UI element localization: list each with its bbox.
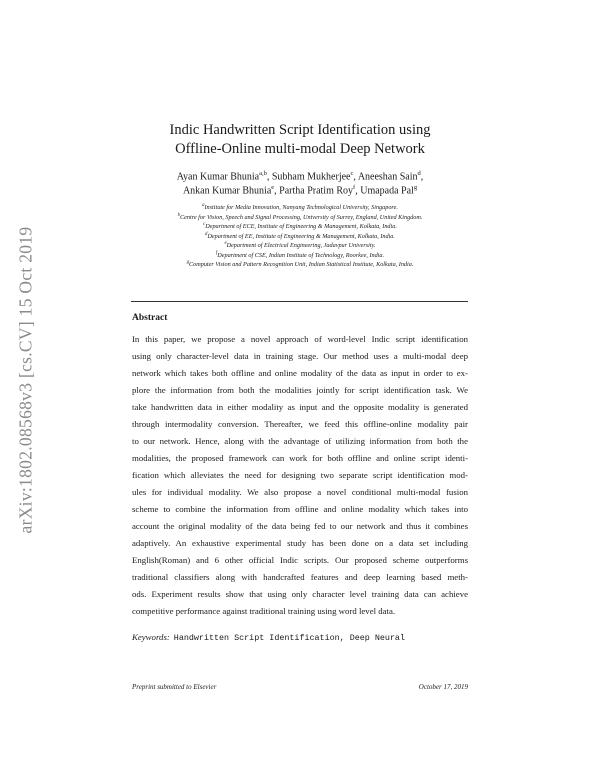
author-name: Umapada Pal bbox=[360, 185, 414, 197]
abstract-line: scheme to combine the information from offline and online modality which takes into bbox=[132, 504, 468, 514]
keywords-text: Handwritten Script Identification, Deep Neural bbox=[173, 633, 405, 643]
preprint-note: Preprint submitted to Elsevier bbox=[132, 683, 217, 691]
affiliation: $^a$Institute for Media Innovation, Nanyang Technological University, Singapore. bbox=[202, 203, 398, 212]
paper-title-line-2: Offline-Online multi-modal Deep Network bbox=[175, 141, 425, 157]
affiliation: $^f$Department of CSE, Indian Institute of Technology, Roorkee, India. bbox=[215, 250, 385, 259]
abstract-line: network which takes both offline and online modality of the data as input in order to ex- bbox=[132, 368, 468, 378]
author-name: Ayan Kumar Bhunia bbox=[176, 171, 260, 183]
author-affil-mark: c bbox=[350, 170, 354, 177]
author-affil-mark: e bbox=[271, 184, 275, 191]
abstract-line: adaptively. An exhaustive experimental study has been done on a data set including bbox=[132, 538, 468, 548]
abstract-line: competitive performance against traditional training using word level data. bbox=[132, 606, 396, 616]
author-name: Subham Mukherjee bbox=[271, 171, 351, 183]
affiliation: $^g$Computer Vision and Pattern Recognition Unit, Indian Statistical Institute, Kolkata, India. bbox=[186, 260, 414, 269]
abstract-line: account the original modality of the data being fed to our network and thus it combines bbox=[132, 521, 468, 531]
abstract-top-rule bbox=[131, 301, 468, 302]
abstract-line: ods. Experiment results show that using only character level training data can achieve bbox=[132, 589, 468, 599]
affiliation: $^c$Department of ECE, Institute of Engineering & Management, Kolkata, India. bbox=[203, 222, 397, 231]
abstract-line: through intermodality conversion. Thereafter, we feed this offline-online modality pair bbox=[132, 419, 468, 429]
abstract-line: to our network. Hence, along with the advantage of utilizing information from both the bbox=[132, 436, 468, 446]
preprint-date: October 17, 2019 bbox=[418, 683, 468, 691]
abstract-line: take handwritten data in either modality as input and the opposite modality is generated bbox=[132, 402, 468, 412]
author-line-2: Ankan Kumar Bhunia$^e$, Partha Pratim Roy$^f$, Umapada Pal$^g$ bbox=[182, 184, 418, 197]
author-affil-mark: d bbox=[417, 170, 421, 177]
author-affil-mark: a,b bbox=[259, 170, 267, 177]
author-affil-mark: f bbox=[353, 184, 356, 191]
abstract-line: In this paper, we propose a novel approach of word-level Indic script identification bbox=[132, 334, 468, 344]
abstract-line: English(Roman) and 6 other official Indic scripts. Our proposed scheme outperforms bbox=[132, 555, 468, 565]
author-name: Aneeshan Sain bbox=[357, 171, 418, 183]
abstract-line: modalities, the proposed framework can work for both offline and online script identi- bbox=[132, 453, 468, 463]
abstract-line: ules for individual modality. We also propose a novel conditional multi-modal fusion bbox=[132, 487, 468, 497]
paper-title-line-1: Indic Handwritten Script Identification using bbox=[169, 122, 431, 138]
arxiv-sidebar-stamp bbox=[14, 210, 38, 550]
author-name: Partha Pratim Roy bbox=[279, 185, 354, 197]
arxiv-id: arXiv:1802.08568v3 [cs.CV] 15 Oct 2019 bbox=[15, 226, 36, 534]
keywords bbox=[132, 632, 405, 643]
abstract-line: fication which alleviates the need for designing two separate script identification mod- bbox=[132, 470, 468, 480]
author-line-1: Ayan Kumar Bhunia$^{a,b}$, Subham Mukherjee$^c$, Aneeshan Sain$^d$, bbox=[176, 170, 424, 183]
affiliation: $^b$Centre for Vision, Speech and Signal Processing, University of Surrey, England, United Kingdom. bbox=[177, 212, 423, 221]
keywords-label: Keywords: bbox=[132, 632, 170, 642]
affiliation: $^d$Department of EE, Institute of Engineering & Management, Kolkata, India. bbox=[205, 231, 395, 240]
affiliation: $^e$Department of Electrical Engineering, Jadavpur University. bbox=[224, 241, 376, 250]
abstract-line: using only character-level data in training stage. Our method uses a multi-modal deep bbox=[132, 351, 468, 361]
author-affil-mark: g bbox=[413, 184, 418, 191]
author-name: Ankan Kumar Bhunia bbox=[182, 185, 272, 197]
abstract-heading: Abstract bbox=[132, 313, 168, 323]
abstract-line: plore the information from both the modalities jointly for script identification task. We bbox=[132, 385, 468, 395]
abstract-line: traditional classifiers along with handcrafted features and deep learning based meth- bbox=[132, 572, 468, 582]
